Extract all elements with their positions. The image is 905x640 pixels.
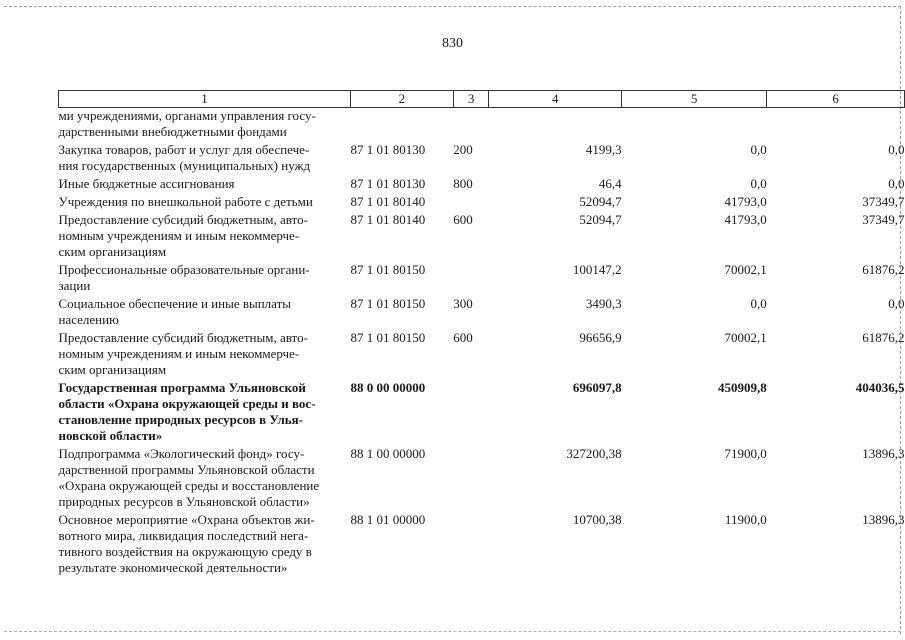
- row-code: [351, 108, 454, 141]
- table-row: [59, 378, 905, 444]
- table-row: [59, 174, 905, 192]
- row-name: Государственная программа Ульяновской области «Охрана окружающей среды и вос- становление природных ресурсов в Улья- новской области»: [58, 380, 316, 443]
- table-row: [59, 192, 905, 210]
- table-row: [59, 444, 905, 510]
- row-code: 88 0 00 00000: [350, 380, 426, 395]
- row-type: [453, 108, 489, 141]
- row-value-1: 52094,7: [579, 194, 622, 209]
- row-name: Закупка товаров, работ и услуг для обеспече- ния государственных (муниципальных) нужд: [58, 142, 311, 173]
- row-value-2: 0,0: [750, 296, 767, 311]
- row-type: [453, 510, 489, 576]
- row-value-1: 46,4: [598, 176, 622, 191]
- row-value-3: 0,0: [888, 296, 905, 311]
- row-value-2: 71900,0: [724, 446, 767, 461]
- row-value-3: 0,0: [888, 176, 905, 191]
- row-value-1: 52094,7: [579, 212, 622, 227]
- page-number: 830: [442, 36, 463, 51]
- row-code: 87 1 01 80130: [350, 142, 426, 157]
- row-name: Социальное обеспечение и иные выплаты населению: [58, 296, 292, 327]
- row-name: ми учреждениями, органами управления госу- дарственными внебюджетными фондами: [58, 108, 316, 139]
- row-name: Иные бюджетные ассигнования: [58, 176, 235, 191]
- row-type: [453, 260, 489, 294]
- row-code: 87 1 01 80150: [350, 296, 426, 311]
- row-type: 300: [453, 296, 473, 311]
- row-type: 200: [453, 142, 473, 157]
- row-value-3: 37349,7: [862, 212, 905, 227]
- row-value-3: 0,0: [888, 142, 905, 157]
- scan-border-bottom: [4, 631, 901, 632]
- row-value-2: 0,0: [750, 142, 767, 157]
- row-value-3: [767, 108, 905, 141]
- table-row: [59, 510, 905, 576]
- row-value-2: 11900,0: [724, 512, 767, 527]
- row-value-2: 41793,0: [724, 212, 767, 227]
- row-value-3: 61876,2: [862, 330, 905, 345]
- row-value-3: 13896,3: [862, 446, 905, 461]
- row-value-1: 327200,38: [566, 446, 622, 461]
- table-row: [59, 140, 905, 174]
- budget-table: [58, 90, 905, 576]
- row-value-2: 0,0: [750, 176, 767, 191]
- table-row: [59, 108, 905, 141]
- table-row: [59, 260, 905, 294]
- row-value-2: 41793,0: [724, 194, 767, 209]
- row-name: Основное мероприятие «Охрана объектов жи- вотного мира, ликвидация последствий нега- тивного воздействия на окружающую среду в результате экономической деятельности»: [58, 512, 315, 575]
- row-value-3: 13896,3: [862, 512, 905, 527]
- table-header-row: [59, 91, 905, 108]
- header-col-3: 3: [453, 91, 489, 108]
- row-type: 600: [453, 212, 473, 227]
- row-value-3: 61876,2: [862, 262, 905, 277]
- row-name: Учреждения по внешкольной работе с детьми: [58, 194, 313, 209]
- row-name: Подпрограмма «Экологический фонд» госу- дарственной программы Ульяновской области «Охрана окружающей среды и восстановление природных ресурсов в Ульяновской области»: [58, 446, 320, 509]
- table-row: [59, 328, 905, 378]
- row-type: [453, 444, 489, 510]
- row-value-2: [622, 108, 767, 141]
- row-value-1: 3490,3: [585, 296, 622, 311]
- row-name: Предоставление субсидий бюджетным, авто- номным учреждениям и иным некоммерче- ским организациям: [58, 212, 308, 259]
- row-value-1: 10700,38: [572, 512, 622, 527]
- scan-border-top: [4, 6, 901, 7]
- row-code: 87 1 01 80130: [350, 176, 426, 191]
- row-type: 600: [453, 330, 473, 345]
- row-name: Предоставление субсидий бюджетным, авто- номным учреждениям и иным некоммерче- ским организациям: [58, 330, 308, 377]
- row-name: Профессиональные образовательные органи- зации: [58, 262, 310, 293]
- row-value-1: 96656,9: [579, 330, 622, 345]
- row-value-3: 37349,7: [862, 194, 905, 209]
- header-col-4: 4: [489, 91, 622, 108]
- row-value-2: 70002,1: [724, 330, 767, 345]
- row-code: 87 1 01 80150: [350, 330, 426, 345]
- table-body: [59, 108, 905, 577]
- header-col-1: 1: [59, 91, 351, 108]
- row-type: [453, 192, 489, 210]
- row-value-1: 100147,2: [572, 262, 622, 277]
- table-row: [59, 294, 905, 328]
- row-code: 87 1 01 80140: [350, 212, 426, 227]
- row-type: 800: [453, 176, 473, 191]
- row-code: 87 1 01 80140: [350, 194, 426, 209]
- row-type: [453, 378, 489, 444]
- row-value-1: 696097,8: [572, 380, 622, 395]
- row-value-2: 450909,8: [717, 380, 767, 395]
- row-code: 87 1 01 80150: [350, 262, 426, 277]
- row-value-1: [489, 108, 622, 141]
- table-row: [59, 210, 905, 260]
- row-value-1: 4199,3: [585, 142, 622, 157]
- row-code: 88 1 00 00000: [350, 446, 426, 461]
- header-col-2: 2: [351, 91, 454, 108]
- header-col-5: 5: [622, 91, 767, 108]
- header-col-6: 6: [767, 91, 905, 108]
- row-value-2: 70002,1: [724, 262, 767, 277]
- row-code: 88 1 01 00000: [350, 512, 426, 527]
- row-value-3: 404036,5: [855, 380, 905, 395]
